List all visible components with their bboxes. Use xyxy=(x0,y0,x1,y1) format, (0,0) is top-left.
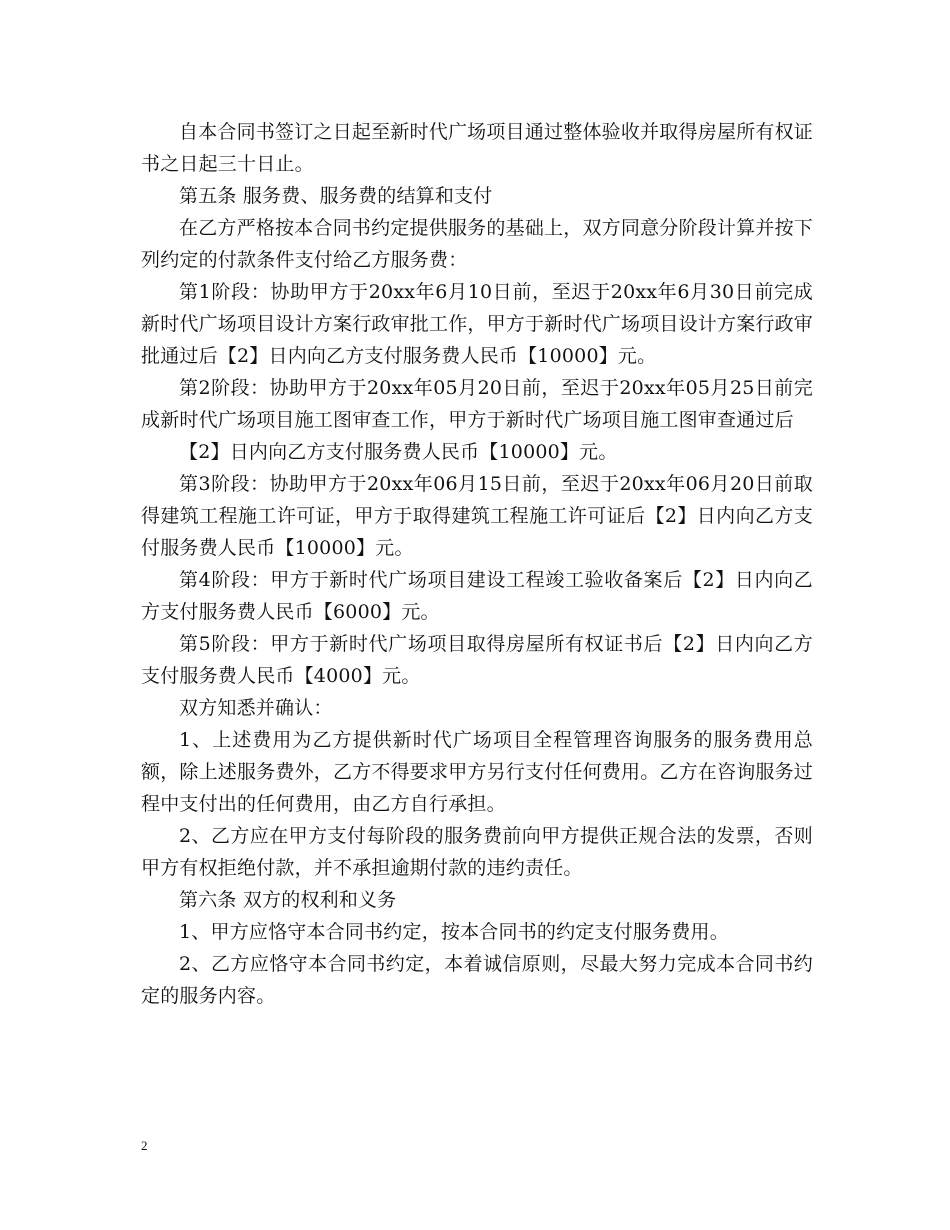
paragraph-clause-2: 2、乙方应在甲方支付每阶段的服务费前向甲方提供正规合法的发票，否则甲方有权拒绝付款，并不承担逾期付款的违约责任。 xyxy=(141,825,813,879)
paragraph-party-a-obligation: 1、甲方应恪守本合同书约定，按本合同书的约定支付服务费用。 xyxy=(179,921,729,943)
heading-article-6: 第六条 双方的权利和义务 xyxy=(179,889,397,911)
paragraph-stage-5: 第5阶段：甲方于新时代广场项目取得房屋所有权证书后【2】日内向乙方支付服务费人民币【4000】元。 xyxy=(141,633,813,687)
paragraph-stage-1: 第1阶段：协助甲方于20xx年6月10日前，至迟于20xx年6月30日前完成新时代广场项目设计方案行政审批工作，甲方于新时代广场项目设计方案行政审批通过后【2】日内向乙方支付服务费人民币【10000】元。 xyxy=(141,281,814,367)
heading-article-5: 第五条 服务费、服务费的结算和支付 xyxy=(179,185,493,207)
paragraph-acknowledgement: 双方知悉并确认： xyxy=(179,697,333,719)
paragraph-stage-2: 第2阶段：协助甲方于20xx年05月20日前，至迟于20xx年05月25日前完成新时代广场项目施工图审查工作，甲方于新时代广场项目施工图审查通过后 xyxy=(141,377,813,431)
document-body xyxy=(141,116,813,1012)
paragraph-term-period: 自本合同书签订之日起至新时代广场项目通过整体验收并取得房屋所有权证书之日起三十日止。 xyxy=(141,121,813,175)
paragraph-stage-3: 第3阶段：协助甲方于20xx年06月15日前，至迟于20xx年06月20日前取得建筑工程施工许可证，甲方于取得建筑工程施工许可证后【2】日内向乙方支付服务费人民币【10000】元。 xyxy=(141,473,813,559)
paragraph-party-b-obligation: 2、乙方应恪守本合同书约定，本着诚信原则，尽最大努力完成本合同书约定的服务内容。 xyxy=(141,953,813,1007)
paragraph-stage-2-continued: 【2】日内向乙方支付服务费人民币【10000】元。 xyxy=(179,441,618,463)
paragraph-clause-1: 1、上述费用为乙方提供新时代广场项目全程管理咨询服务的服务费用总额，除上述服务费外，乙方不得要求甲方另行支付任何费用。乙方在咨询服务过程中支付出的任何费用，由乙方自行承担。 xyxy=(141,729,814,815)
page-number: 2 xyxy=(141,1138,148,1153)
paragraph-payment-intro: 在乙方严格按本合同书约定提供服务的基础上，双方同意分阶段计算并按下列约定的付款条件支付给乙方服务费： xyxy=(141,217,813,271)
paragraph-stage-4: 第4阶段：甲方于新时代广场项目建设工程竣工验收备案后【2】日内向乙方支付服务费人民币【6000】元。 xyxy=(141,569,813,623)
